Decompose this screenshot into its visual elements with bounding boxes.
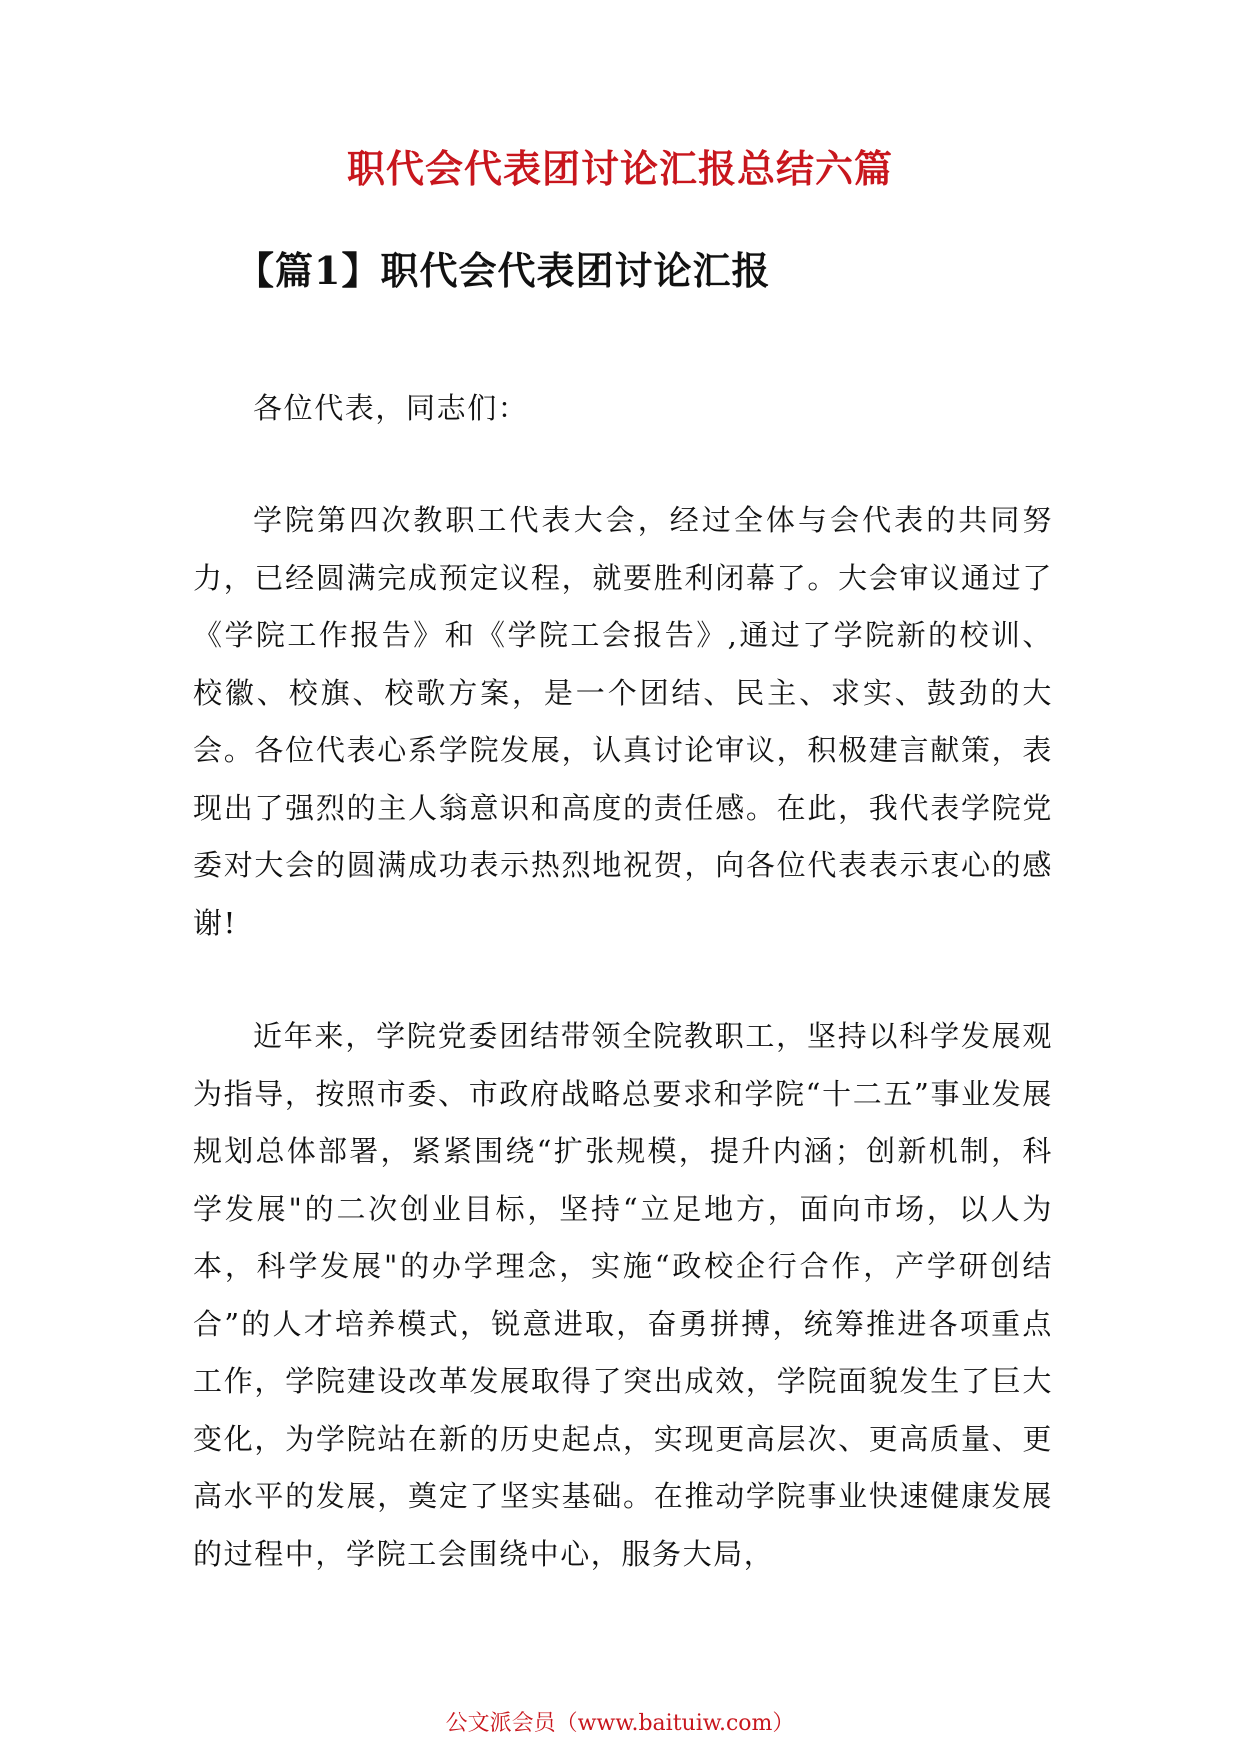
salutation: 各位代表，同志们： [253, 391, 529, 425]
document-title: 职代会代表团讨论汇报总结六篇 [346, 146, 893, 191]
body-paragraph-2: 近年来，学院党委团结带领全院教职工，坚持以科学发展观为指导，按照市委、市政府战略总要求和学院“十二五”事业发展规划总体部署，紧紧围绕“扩张规模，提升内涵；创新机制，科学发展"的二次创业目标，坚持“立足地方，面向市场，以人为本，科学发展"的办学理念，实施“政校企行合作，产学研创结合”的人才培养模式，锐意进取，奋勇拼搏，统筹推进各项重点工作，学院建设改革发展取得了突出成效，学院面貌发生了巨大变化，为学院站在新的历史起点，实现更高层次、更高质量、更高水平的发展，奠定了坚实基础。在推动学院事业快速健康发展的过程中，学院工会围绕中心，服务大局， [193, 1019, 1053, 1571]
body-paragraph-1: 学院第四次教职工代表大会，经过全体与会代表的共同努力，已经圆满完成预定议程，就要胜利闭幕了。大会审议通过了《学院工作报告》和《学院工会报告》,通过了学院新的校训、校徽、校旗、校歌方案，是一个团结、民主、求实、鼓劲的大会。各位代表心系学院发展，认真讨论审议，积极建言献策，表现出了强烈的主人翁意识和高度的责任感。在此，我代表学院党委对大会的圆满成功表示热烈地祝贺，向各位代表表示衷心的感谢! [193, 503, 1053, 940]
section-heading: 【篇1】职代会代表团讨论汇报 [236, 248, 771, 293]
footer-watermark: 公文派会员（www.baituiw.com） [445, 1711, 795, 1736]
